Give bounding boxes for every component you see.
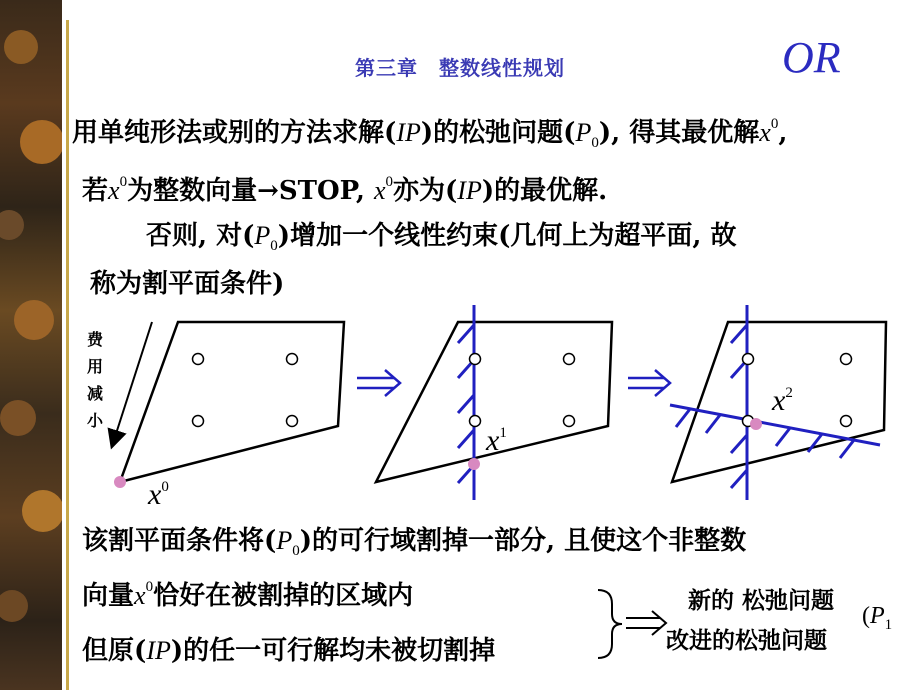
label-x1: $x^1$ — [486, 424, 507, 457]
right-brace — [598, 590, 622, 658]
integer-point — [841, 416, 852, 427]
integer-point — [743, 354, 754, 365]
integer-point — [470, 416, 481, 427]
new-relaxation-text: 新的 松弛问题 — [688, 587, 835, 614]
conclusion-line-3: 但原(IP)的任一可行解均未被切割掉 — [82, 636, 496, 666]
improved-relaxation-text: 改进的松弛问题 — [666, 627, 827, 654]
conclusion-line-1: 该割平面条件将$(P_0)$的可行域割掉一部分, 且使这个非整数 — [82, 526, 747, 559]
integer-point — [193, 416, 204, 427]
implies-arrow — [357, 370, 400, 396]
feasible-region — [376, 322, 612, 482]
implies-arrow — [626, 611, 666, 635]
relaxation-p1: ($P_1$ — [862, 603, 893, 633]
cost-decrease-label: 费 用 减 小 — [86, 330, 103, 430]
intro-line-1: 用单纯形法或别的方法求解(IP)的松弛问题$(P_0)$, 得其最优解$x^0$, — [72, 116, 788, 151]
cost-direction-arrow — [114, 322, 152, 440]
integer-point — [287, 416, 298, 427]
label-x0: $x^0$ — [148, 478, 169, 511]
label-x2: $x^2$ — [772, 384, 793, 417]
conclusion-line-2: 向量$x^0$恰好在被割掉的区域内 — [82, 579, 414, 611]
intro-line-4: 称为割平面条件) — [90, 269, 285, 299]
optimum-point-x1 — [468, 458, 480, 470]
integer-point — [841, 354, 852, 365]
optimum-point-x2 — [750, 418, 762, 430]
chapter-title: 第三章 整数线性规划 — [355, 56, 565, 80]
intro-line-3: 否则, 对$(P_0)$增加一个线性约束(几何上为超平面, 故 — [146, 221, 737, 254]
feasible-region-p0 — [120, 322, 344, 482]
integer-point — [564, 354, 575, 365]
integer-point — [287, 354, 298, 365]
integer-point — [193, 354, 204, 365]
brand-logo: OR — [782, 33, 841, 82]
implies-arrow — [628, 370, 670, 396]
optimum-point-x0 — [114, 476, 126, 488]
integer-point — [470, 354, 481, 365]
intro-line-2: 若$x^0$为整数向量→STOP, $x^0$亦为(IP)的最优解. — [82, 174, 608, 206]
integer-point — [564, 416, 575, 427]
